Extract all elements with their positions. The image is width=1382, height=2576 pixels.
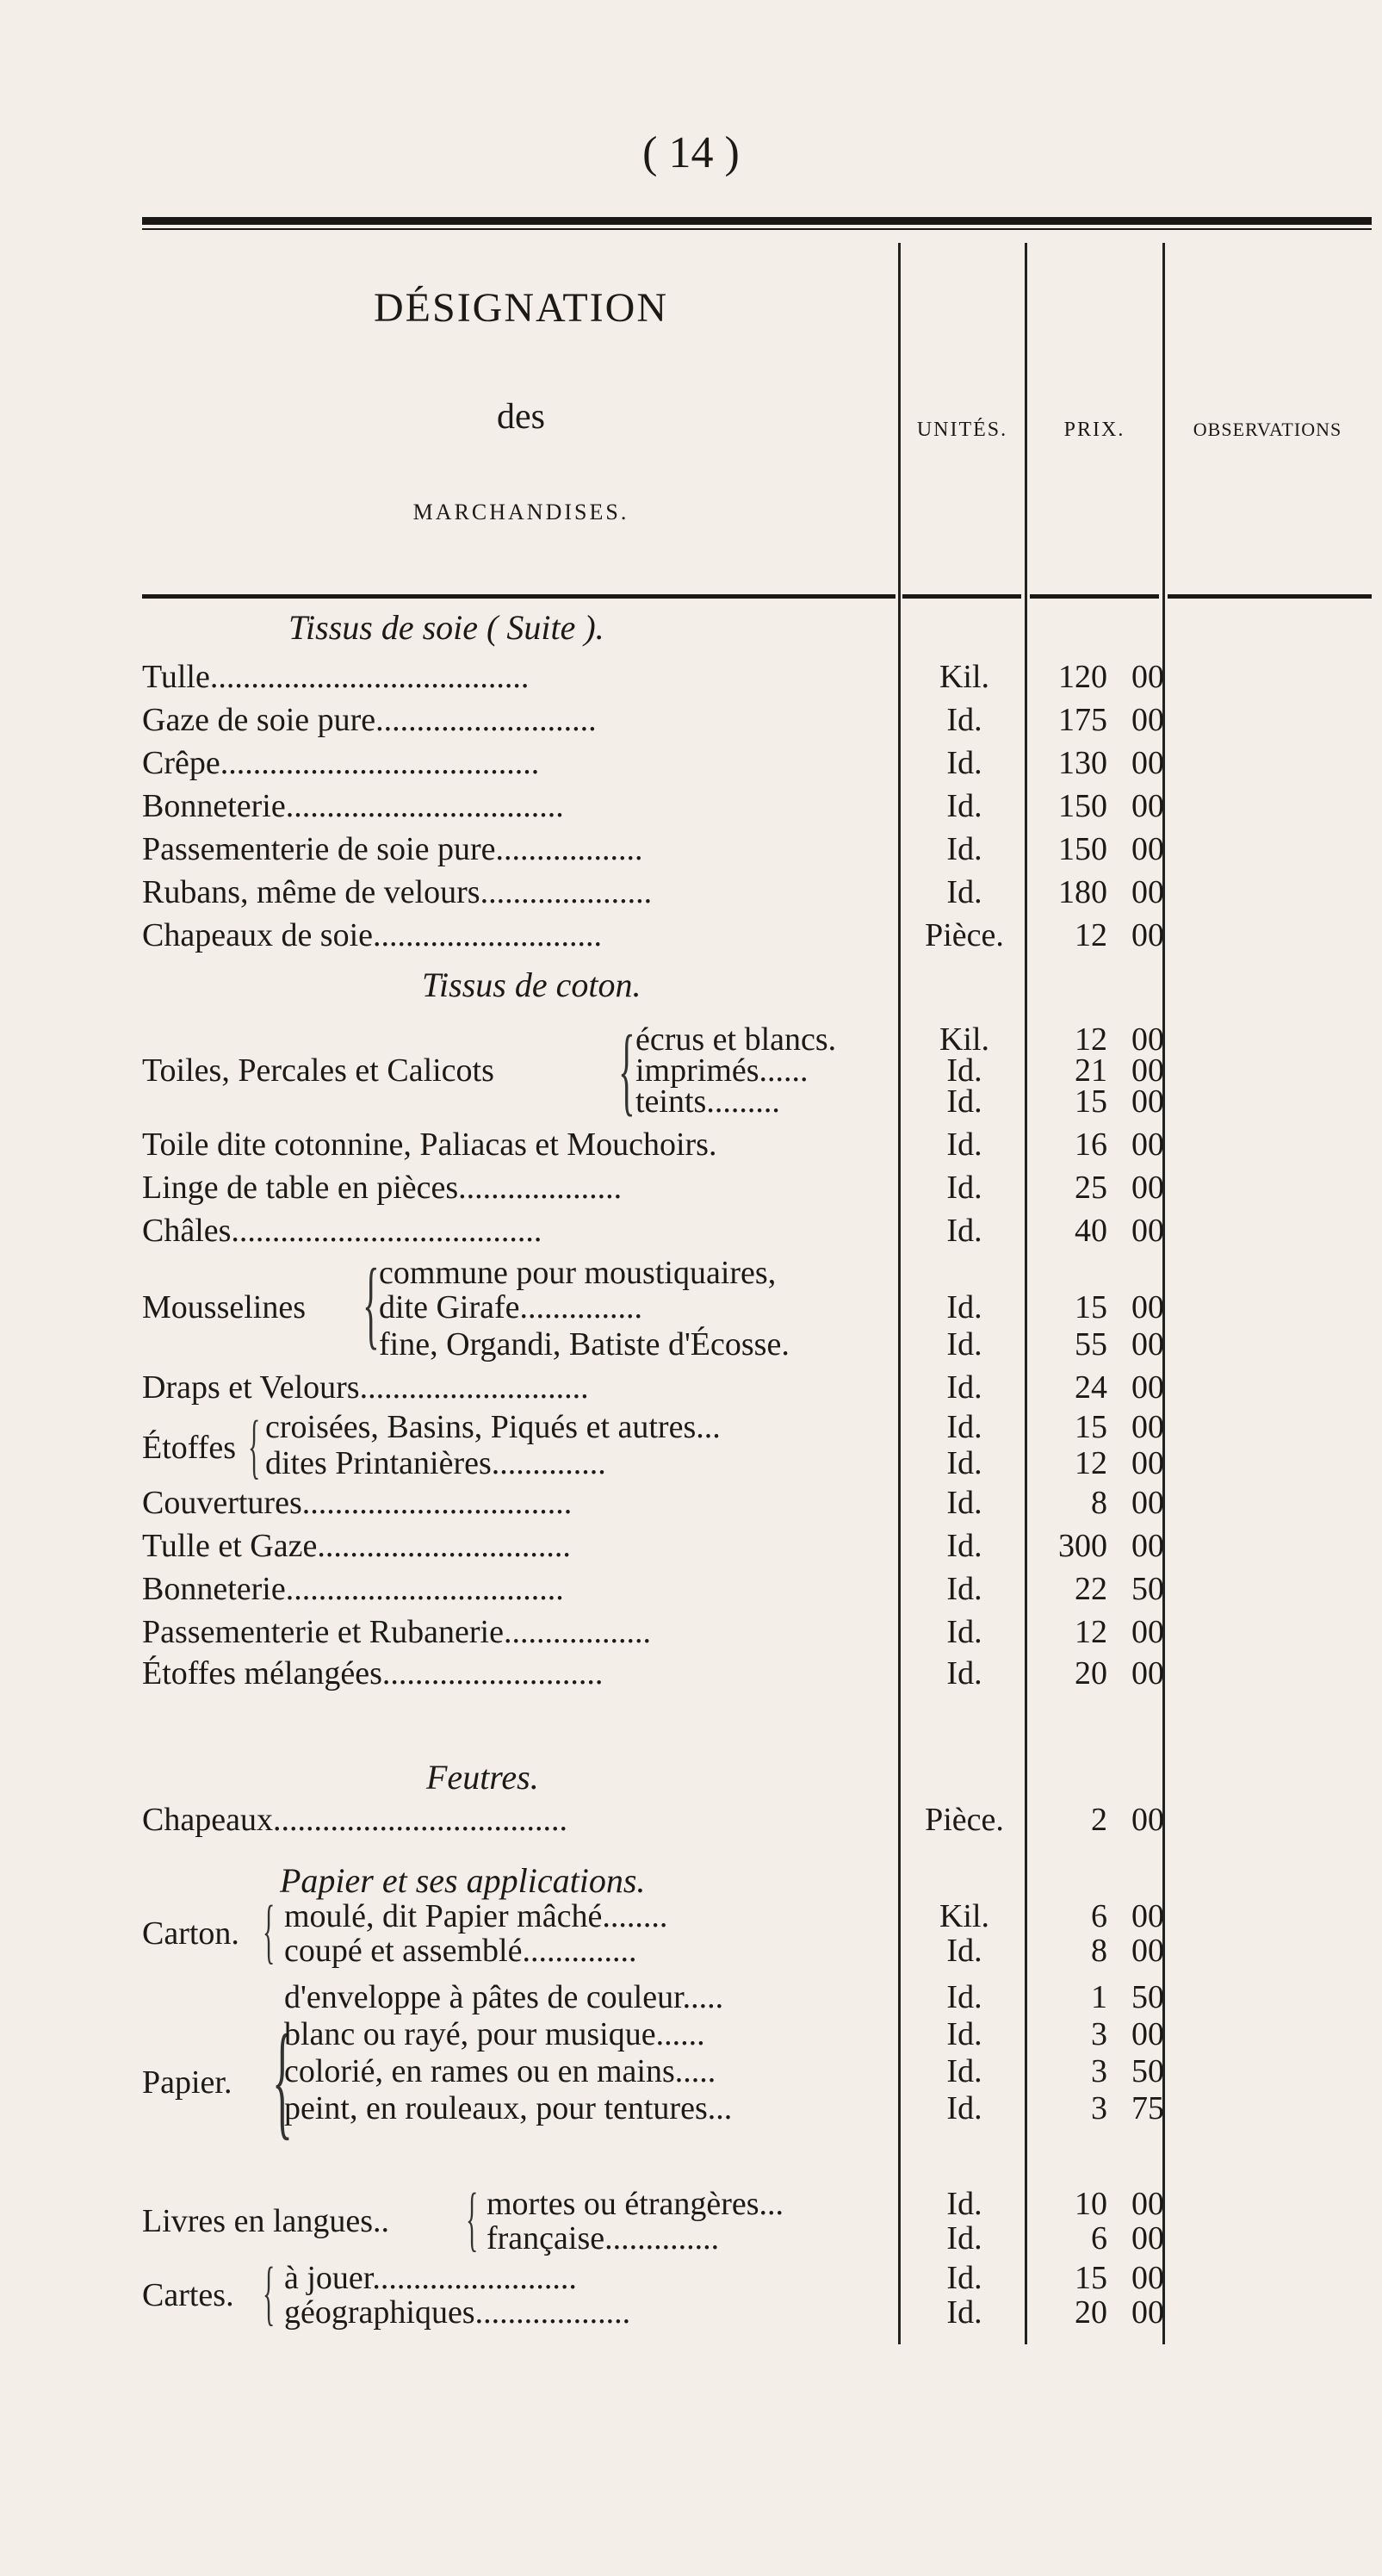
row-price xyxy=(1033,1526,1171,1566)
brace-etoffes: { xyxy=(248,1406,261,1487)
price-centimes: 00 xyxy=(1131,2260,1164,2296)
price-francs: 6 xyxy=(1091,2220,1107,2256)
header-marchandises: MARCHANDISES. xyxy=(412,500,629,525)
row-unit: Id. xyxy=(946,1528,982,1564)
price-centimes: 00 xyxy=(1131,745,1164,781)
row-price xyxy=(1033,657,1171,697)
price-centimes: 00 xyxy=(1131,1898,1164,1934)
row-unit: Id. xyxy=(946,745,982,781)
row-unit: Id. xyxy=(946,1326,982,1362)
row-unit: Id. xyxy=(946,1127,982,1163)
price-centimes: 00 xyxy=(1131,1052,1164,1089)
brace-papier: { xyxy=(272,2008,293,2151)
price-francs: 300 xyxy=(1058,1528,1107,1564)
row-unit: Pièce. xyxy=(925,917,1004,953)
price-centimes: 00 xyxy=(1131,1655,1164,1691)
header-unites: UNITÉS. xyxy=(916,419,1008,441)
price-centimes: 50 xyxy=(1131,2053,1164,2089)
price-francs: 22 xyxy=(1075,1571,1107,1607)
row-label: écrus et blancs. xyxy=(635,1021,837,1058)
row-label: moulé, dit Papier mâché........ xyxy=(284,1898,668,1934)
price-centimes: 00 xyxy=(1131,1409,1164,1445)
row-label: d'enveloppe à pâtes de couleur..... xyxy=(284,1979,724,2015)
row-unit: Id. xyxy=(946,1655,982,1691)
row-label: Tulle et Gaze............................... xyxy=(142,1528,571,1564)
price-centimes: 00 xyxy=(1131,788,1164,824)
row-unit: Id. xyxy=(946,1052,982,1089)
row-price xyxy=(1033,2051,1171,2091)
row-unit: Id. xyxy=(946,1979,982,2015)
price-centimes: 00 xyxy=(1131,659,1164,695)
group-papier: Papier. xyxy=(142,2064,232,2101)
row-price xyxy=(1033,2014,1171,2054)
row-label: dite Girafe............... xyxy=(379,1289,643,1325)
row-unit: Id. xyxy=(946,874,982,910)
row-unit: Id. xyxy=(946,2090,982,2126)
row-label: coupé et assemblé.............. xyxy=(284,1933,637,1969)
row-unit: Id. xyxy=(946,2053,982,2089)
row-unit: Kil. xyxy=(939,1021,990,1058)
price-centimes: 00 xyxy=(1131,1170,1164,1206)
price-centimes: 00 xyxy=(1131,1021,1164,1058)
header-designation: DÉSIGNATION xyxy=(374,285,668,331)
row-label: Tulle....................................... xyxy=(142,659,530,695)
price-centimes: 00 xyxy=(1131,874,1164,910)
row-price xyxy=(1033,743,1171,783)
row-price xyxy=(1033,1483,1171,1523)
row-unit: Id. xyxy=(946,2186,982,2222)
header-rule-units xyxy=(902,594,1021,599)
row-label: Couvertures................................. xyxy=(142,1485,573,1521)
group-carton: Carton. xyxy=(142,1915,239,1952)
row-label: mortes ou étrangères... xyxy=(486,2186,784,2222)
price-francs: 20 xyxy=(1075,2294,1107,2331)
row-unit: Id. xyxy=(946,788,982,824)
price-francs: 130 xyxy=(1058,745,1107,781)
row-price xyxy=(1033,1931,1171,1971)
group-etoffes: Étoffes xyxy=(142,1430,237,1466)
price-centimes: 50 xyxy=(1131,1571,1164,1607)
price-centimes: 00 xyxy=(1131,1485,1164,1521)
row-price xyxy=(1033,1800,1171,1840)
row-label: française.............. xyxy=(486,2220,720,2256)
row-label: peint, en rouleaux, pour tentures... xyxy=(284,2090,733,2126)
price-francs: 2 xyxy=(1091,1802,1107,1838)
price-francs: 8 xyxy=(1091,1933,1107,1969)
row-label: dites Printanières.............. xyxy=(265,1445,606,1481)
row-price xyxy=(1033,1325,1171,1364)
row-label: Étoffes mélangées........................... xyxy=(142,1655,604,1691)
row-price xyxy=(1033,1125,1171,1164)
price-francs: 40 xyxy=(1075,1213,1107,1249)
price-centimes: 00 xyxy=(1131,1213,1164,1249)
row-unit: Id. xyxy=(946,2016,982,2052)
row-label: croisées, Basins, Piqués et autres... xyxy=(265,1409,721,1445)
row-label: Chapeaux.................................... xyxy=(142,1802,567,1838)
header-rule-observations xyxy=(1168,594,1372,599)
row-label: blanc ou rayé, pour musique...... xyxy=(284,2016,705,2052)
row-price xyxy=(1033,1211,1171,1251)
section-tissus-coton: Tissus de coton. xyxy=(422,965,641,1004)
row-unit: Id. xyxy=(946,1933,982,1969)
row-unit: Id. xyxy=(946,1571,982,1607)
row-label: Rubans, même de velours..................... xyxy=(142,874,653,910)
group-livres: Livres en langues.. xyxy=(142,2203,390,2239)
row-label: teints......... xyxy=(635,1083,780,1120)
row-unit: Id. xyxy=(946,1445,982,1481)
price-centimes: 50 xyxy=(1131,1979,1164,2015)
row-unit: Id. xyxy=(946,2294,982,2331)
price-francs: 15 xyxy=(1075,1289,1107,1325)
row-unit: Id. xyxy=(946,2260,982,2296)
brace-carton: { xyxy=(263,1891,276,1971)
price-centimes: 00 xyxy=(1131,2186,1164,2222)
row-label: Passementerie de soie pure.................. xyxy=(142,831,643,867)
price-francs: 3 xyxy=(1091,2053,1107,2089)
row-unit: Id. xyxy=(946,702,982,738)
price-francs: 12 xyxy=(1075,1445,1107,1481)
price-centimes: 00 xyxy=(1131,1083,1164,1120)
price-centimes: 75 xyxy=(1131,2090,1164,2126)
price-francs: 15 xyxy=(1075,1083,1107,1120)
row-price xyxy=(1033,872,1171,912)
row-price xyxy=(1033,700,1171,740)
brace-cartes: { xyxy=(263,2253,276,2333)
header-prix: PRIX. xyxy=(1063,419,1125,441)
brace-toiles: { xyxy=(618,1015,635,1126)
row-label: Toile dite cotonnine, Paliacas et Mouchoirs. xyxy=(142,1127,717,1163)
row-label: Châles...................................... xyxy=(142,1213,542,1249)
header-rule-designation xyxy=(142,594,896,599)
top-rule-thin xyxy=(142,228,1372,230)
price-centimes: 00 xyxy=(1131,1933,1164,1969)
price-francs: 1 xyxy=(1091,1979,1107,2015)
row-unit: Id. xyxy=(946,1614,982,1650)
row-label: Crêpe....................................... xyxy=(142,745,540,781)
row-price xyxy=(1033,916,1171,955)
row-unit: Id. xyxy=(946,1213,982,1249)
price-centimes: 00 xyxy=(1131,1289,1164,1325)
row-price xyxy=(1033,1569,1171,1609)
price-centimes: 00 xyxy=(1131,917,1164,953)
row-label: Chapeaux de soie............................ xyxy=(142,917,603,953)
row-price xyxy=(1033,1168,1171,1207)
row-label: Draps et Velours............................ xyxy=(142,1369,589,1406)
price-centimes: 00 xyxy=(1131,702,1164,738)
row-label: Passementerie et Rubanerie.................. xyxy=(142,1614,651,1650)
price-francs: 12 xyxy=(1075,1021,1107,1058)
price-francs: 20 xyxy=(1075,1655,1107,1691)
price-centimes: 00 xyxy=(1131,1802,1164,1838)
price-centimes: 00 xyxy=(1131,1127,1164,1163)
row-price xyxy=(1033,1407,1171,1447)
row-price xyxy=(1033,2219,1171,2258)
price-centimes: 00 xyxy=(1131,1326,1164,1362)
brace-mousselines: { xyxy=(363,1249,380,1359)
row-price xyxy=(1033,1654,1171,1693)
row-label: Bonneterie.................................. xyxy=(142,788,564,824)
brace-livres: { xyxy=(466,2179,479,2259)
price-francs: 8 xyxy=(1091,1485,1107,1521)
row-label: imprimés...... xyxy=(635,1052,809,1089)
row-unit: Id. xyxy=(946,1369,982,1406)
price-francs: 175 xyxy=(1058,702,1107,738)
price-centimes: 00 xyxy=(1131,1614,1164,1650)
header-des: des xyxy=(497,397,545,437)
price-centimes: 00 xyxy=(1131,831,1164,867)
price-francs: 10 xyxy=(1075,2186,1107,2222)
row-unit: Id. xyxy=(946,1409,982,1445)
row-label: fine, Organdi, Batiste d'Écosse. xyxy=(379,1326,790,1362)
price-francs: 150 xyxy=(1058,831,1107,867)
row-unit: Id. xyxy=(946,1170,982,1206)
row-price xyxy=(1033,1977,1171,2017)
top-rule xyxy=(142,217,1372,225)
section-tissus-soie: Tissus de soie ( Suite ). xyxy=(288,608,604,647)
price-francs: 55 xyxy=(1075,1326,1107,1362)
price-centimes: 00 xyxy=(1131,2294,1164,2331)
row-price xyxy=(1033,2089,1171,2128)
price-francs: 120 xyxy=(1058,659,1107,695)
price-francs: 21 xyxy=(1075,1052,1107,1089)
row-unit: Id. xyxy=(946,1485,982,1521)
price-centimes: 00 xyxy=(1131,1445,1164,1481)
row-unit: Id. xyxy=(946,2220,982,2256)
section-feutres: Feutres. xyxy=(426,1758,539,1797)
row-label: à jouer......................... xyxy=(284,2260,577,2296)
price-francs: 3 xyxy=(1091,2016,1107,2052)
row-unit: Id. xyxy=(946,1289,982,1325)
header-observations: OBSERVATIONS xyxy=(1193,419,1342,440)
price-francs: 12 xyxy=(1075,1614,1107,1650)
row-label: colorié, en rames ou en mains..... xyxy=(284,2053,716,2089)
price-francs: 3 xyxy=(1091,2090,1107,2126)
price-centimes: 00 xyxy=(1131,1369,1164,1406)
header-rule-price xyxy=(1030,594,1159,599)
price-francs: 6 xyxy=(1091,1898,1107,1934)
price-francs: 12 xyxy=(1075,917,1107,953)
section-papier: Papier et ses applications. xyxy=(280,1861,646,1900)
row-price xyxy=(1033,1443,1171,1483)
price-francs: 150 xyxy=(1058,788,1107,824)
price-francs: 25 xyxy=(1075,1170,1107,1206)
row-price xyxy=(1033,1082,1171,1121)
row-label: Gaze de soie pure........................... xyxy=(142,702,597,738)
row-unit: Pièce. xyxy=(925,1802,1004,1838)
price-centimes: 00 xyxy=(1131,2220,1164,2256)
row-price xyxy=(1033,2293,1171,2332)
price-francs: 15 xyxy=(1075,1409,1107,1445)
row-label: Linge de table en pièces.................... xyxy=(142,1170,623,1206)
row-unit: Kil. xyxy=(939,659,990,695)
row-unit: Kil. xyxy=(939,1898,990,1934)
price-centimes: 00 xyxy=(1131,1528,1164,1564)
price-francs: 15 xyxy=(1075,2260,1107,2296)
row-price xyxy=(1033,1612,1171,1652)
group-mousselines: Mousselines xyxy=(142,1289,306,1325)
price-francs: 16 xyxy=(1075,1127,1107,1163)
row-price xyxy=(1033,1368,1171,1407)
row-price xyxy=(1033,1288,1171,1327)
group-toiles: Toiles, Percales et Calicots xyxy=(142,1052,494,1089)
row-price xyxy=(1033,829,1171,869)
price-francs: 24 xyxy=(1075,1369,1107,1406)
row-unit: Id. xyxy=(946,831,982,867)
page-number: ( 14 ) xyxy=(642,128,740,177)
group-cartes: Cartes. xyxy=(142,2277,234,2313)
row-label: géographiques................... xyxy=(284,2294,631,2331)
row-unit: Id. xyxy=(946,1083,982,1120)
row-label: commune pour moustiquaires, xyxy=(379,1255,777,1291)
price-centimes: 00 xyxy=(1131,2016,1164,2052)
price-francs: 180 xyxy=(1058,874,1107,910)
row-label: Bonneterie.................................. xyxy=(142,1571,564,1607)
row-price xyxy=(1033,786,1171,826)
